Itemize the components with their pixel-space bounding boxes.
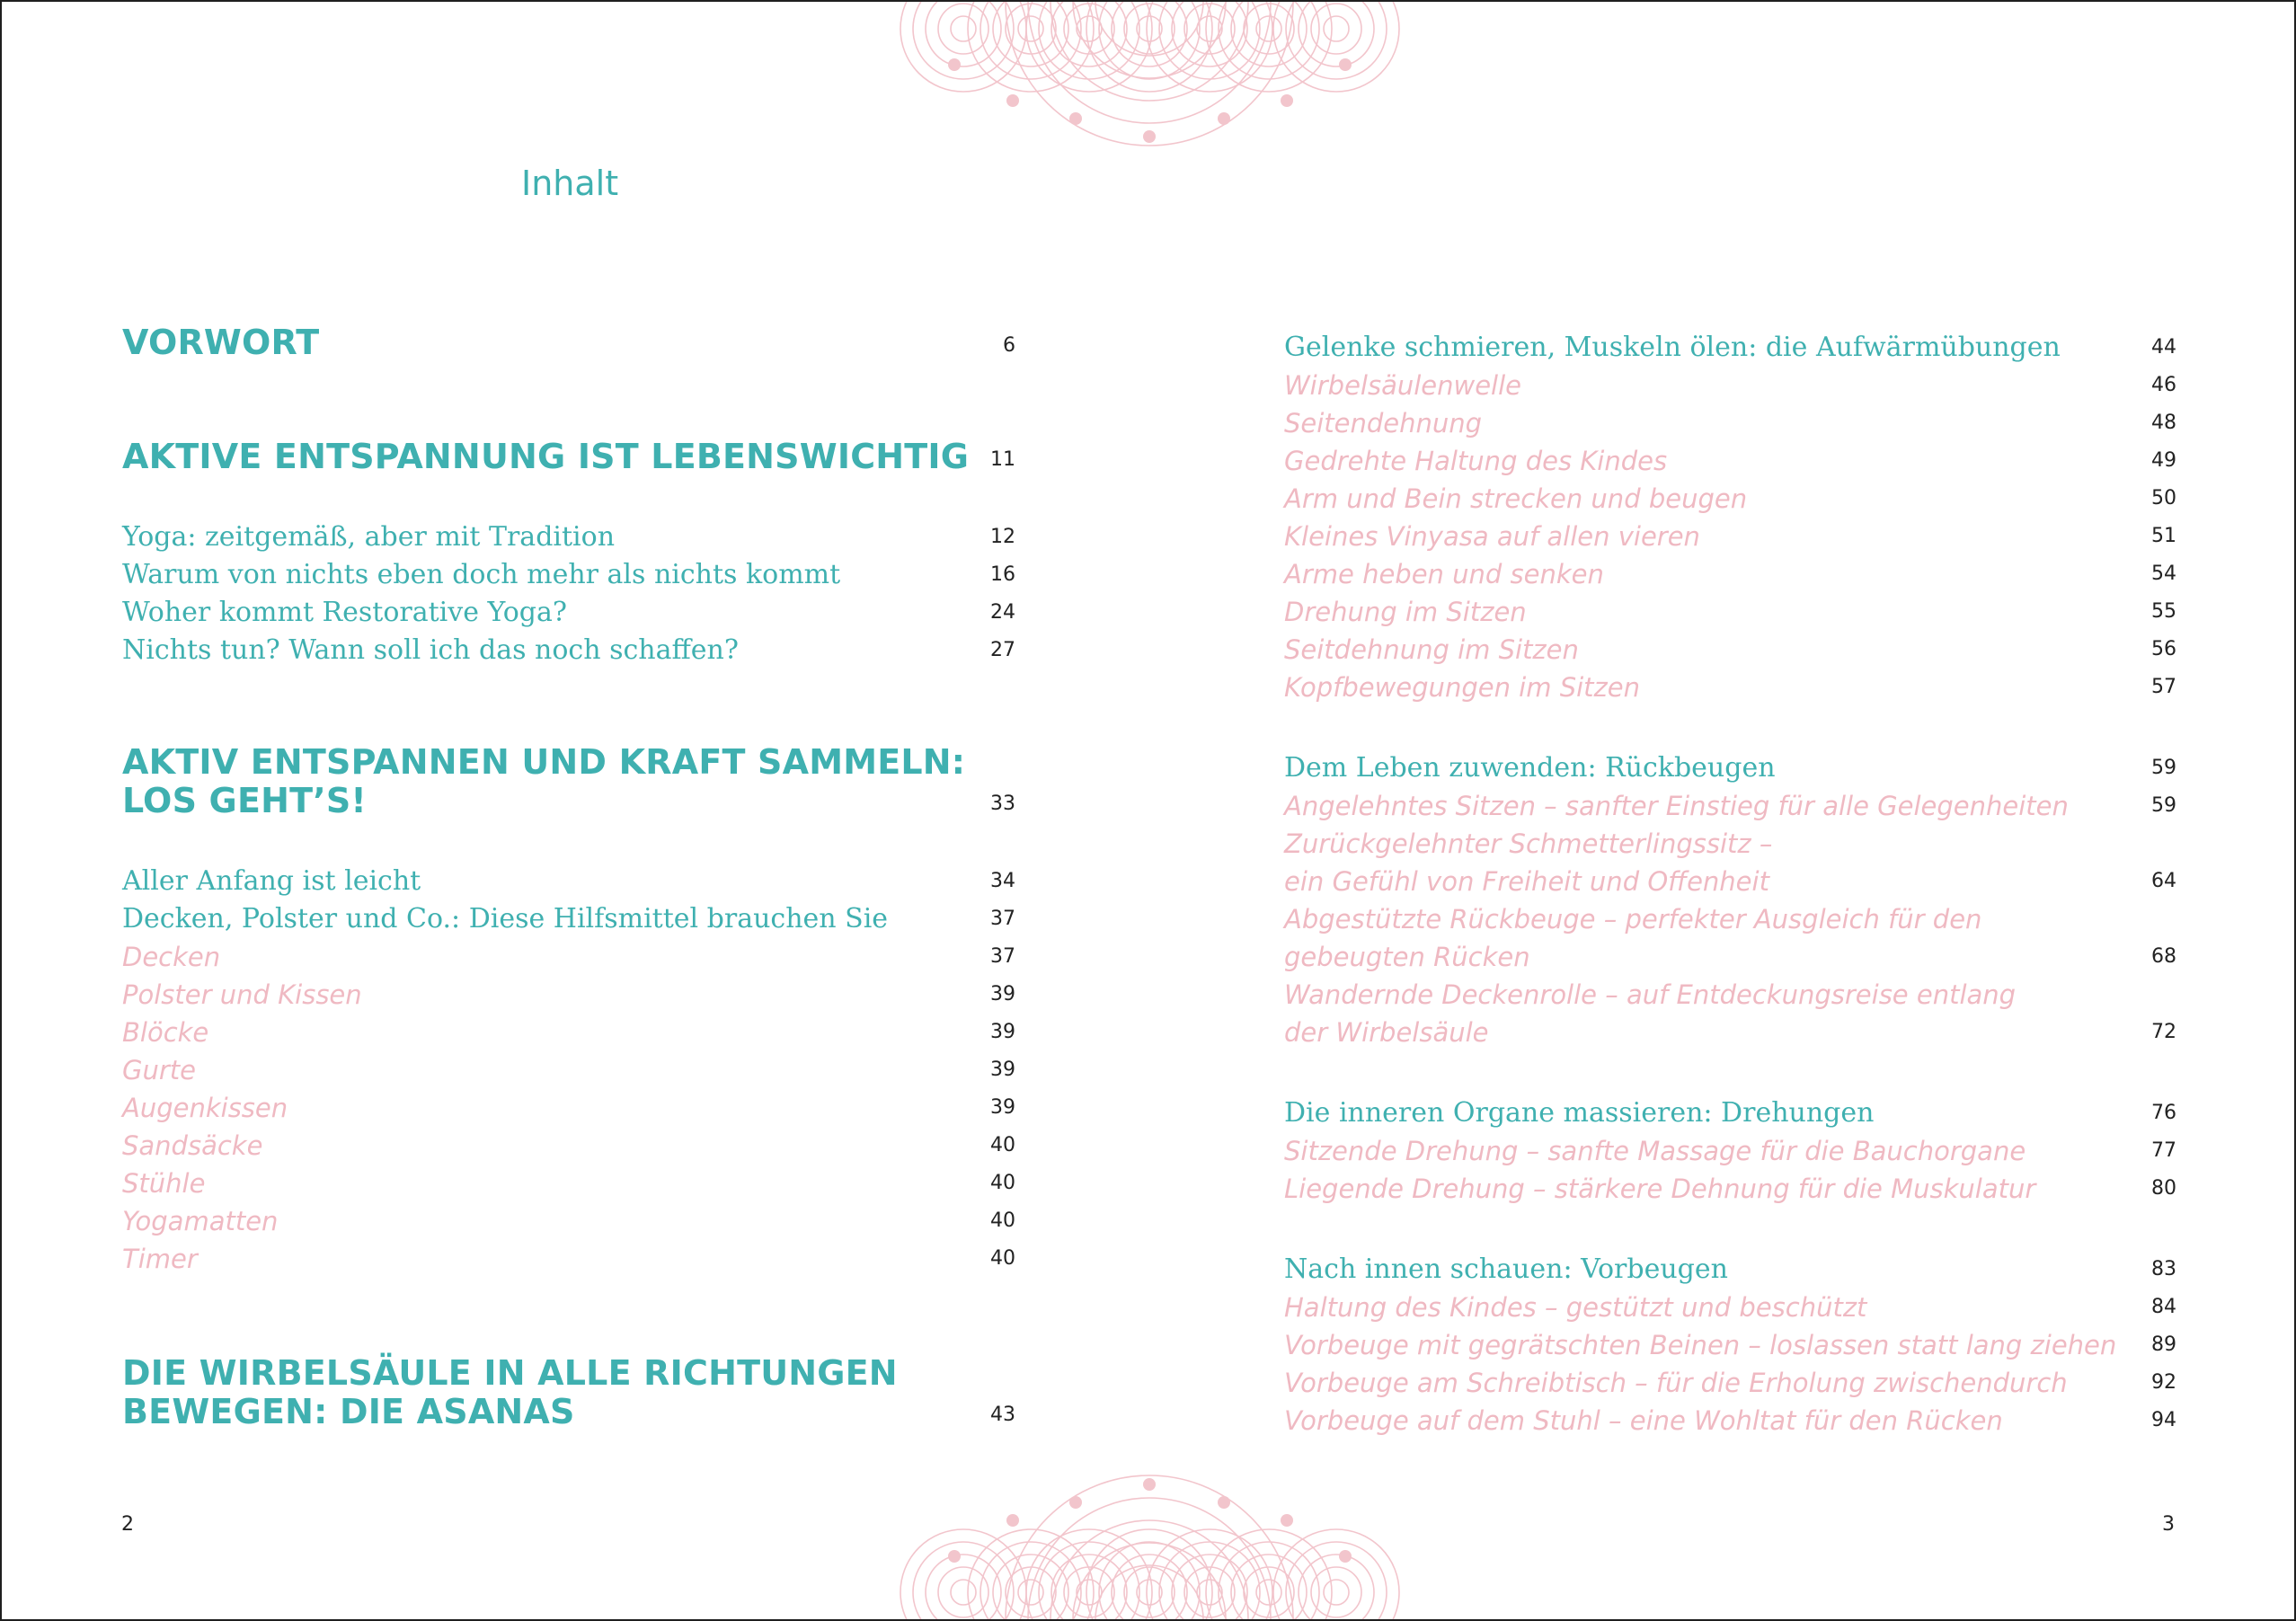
toc-entry-page: 59: [2151, 757, 2176, 779]
toc-entry-page: 39: [990, 983, 1015, 1005]
toc-entry-page: 46: [2151, 374, 2176, 396]
toc-entry-page: 83: [2151, 1258, 2176, 1280]
toc-entry-title: Augenkissen: [122, 1093, 288, 1123]
toc-entry-page: 48: [2151, 412, 2176, 434]
toc-entry-title: Zurückgelehnter Schmetterlingssitz – ein Gefühl von Freiheit und Offenheit: [1284, 828, 1773, 897]
toc-entry-page: 55: [2151, 600, 2176, 623]
toc-entry-page: 57: [2151, 676, 2176, 698]
toc-entry-title: Liegende Drehung – stärkere Dehnung für die Muskulatur: [1284, 1174, 2036, 1204]
toc-entry-title: Decken: [122, 942, 221, 972]
toc-entry-page: 16: [990, 563, 1015, 586]
toc-entry-title: Wirbelsäulenwelle: [1284, 370, 1522, 401]
toc-entry-page: 92: [2151, 1371, 2176, 1394]
toc-entry-title: Gurte: [122, 1055, 196, 1085]
page-title: Inhalt: [521, 164, 619, 203]
toc-entry-title: Sandsäcke: [122, 1130, 263, 1161]
toc-entry-page: 50: [2151, 487, 2176, 509]
toc-entry-page: 40: [990, 1134, 1015, 1156]
toc-entry-title: Warum von nichts eben doch mehr als nichts kommt: [122, 559, 841, 590]
toc-entry-title: Gedrehte Haltung des Kindes: [1284, 446, 1668, 476]
toc-entry-page: 37: [990, 908, 1015, 930]
toc-entry-title: Sitzende Drehung – sanfte Massage für die Bauchorgane: [1284, 1136, 2026, 1166]
page-number-left: 2: [121, 1513, 134, 1536]
toc-entry-page: 72: [2151, 1021, 2176, 1043]
toc-entry-page: 76: [2151, 1102, 2176, 1124]
toc-entry-page: 6: [1003, 334, 1015, 357]
toc-entry-title: Angelehntes Sitzen – sanfter Einstieg für alle Gelegenheiten: [1284, 791, 2069, 821]
toc-entry-title: Stühle: [122, 1168, 206, 1199]
toc-entry-page: 89: [2151, 1333, 2176, 1356]
toc-entry-title: Polster und Kissen: [122, 979, 362, 1010]
toc-entry-title: Drehung im Sitzen: [1284, 597, 1527, 627]
toc-entry-page: 39: [990, 1096, 1015, 1119]
toc-entry-title: AKTIVE ENTSPANNUNG IST LEBENSWICHTIG: [122, 437, 970, 476]
toc-entry-title: Vorbeuge mit gegrätschten Beinen – loslassen statt lang ziehen: [1284, 1330, 2117, 1360]
toc-entry-page: 54: [2151, 562, 2176, 585]
mandala-ornament-top-icon: [891, 2, 1408, 155]
toc-entry-page: 80: [2151, 1177, 2176, 1200]
toc-entry-page: 44: [2151, 336, 2176, 359]
toc-entry-title: Nach innen schauen: Vorbeugen: [1284, 1253, 1728, 1285]
toc-entry-page: 37: [990, 945, 1015, 968]
toc-entry-title: Yogamatten: [122, 1206, 279, 1236]
toc-entry-title: Timer: [122, 1244, 198, 1274]
toc-entry-page: 11: [990, 448, 1015, 471]
toc-entry-page: 43: [990, 1404, 1015, 1426]
toc-entry-title: Kopfbewegungen im Sitzen: [1284, 672, 1640, 703]
toc-entry-title: Haltung des Kindes – gestützt und beschützt: [1284, 1292, 1867, 1323]
toc-entry-title: Yoga: zeitgemäß, aber mit Tradition: [122, 521, 616, 553]
toc-entry-page: 12: [990, 526, 1015, 548]
toc-entry-title: Abgestützte Rückbeuge – perfekter Ausgleich für den gebeugten Rücken: [1284, 904, 1982, 972]
page-number-right: 3: [2162, 1513, 2175, 1536]
toc-entry-title: Arm und Bein strecken und beugen: [1284, 483, 1748, 514]
toc-entry-title: Vorbeuge auf dem Stuhl – eine Wohltat für den Rücken: [1284, 1405, 2003, 1436]
toc-entry-title: Vorbeuge am Schreibtisch – für die Erholung zwischendurch: [1284, 1368, 2068, 1398]
toc-entry-page: 24: [990, 601, 1015, 624]
toc-entry-page: 39: [990, 1059, 1015, 1081]
toc-entry-title: Blöcke: [122, 1017, 209, 1048]
toc-entry-title: Seitdehnung im Sitzen: [1284, 634, 1579, 665]
toc-entry-page: 27: [990, 639, 1015, 661]
toc-entry-page: 84: [2151, 1296, 2176, 1318]
toc-entry-page: 33: [990, 793, 1015, 815]
toc-entry-page: 94: [2151, 1409, 2176, 1431]
toc-entry-page: 40: [990, 1172, 1015, 1194]
toc-entry-title: AKTIV ENTSPANNEN UND KRAFT SAMMELN: LOS GEHT’S!: [122, 742, 966, 820]
toc-entry-title: Die inneren Organe massieren: Drehungen: [1284, 1097, 1875, 1129]
toc-entry-title: Arme heben und senken: [1284, 559, 1604, 589]
toc-entry-title: Dem Leben zuwenden: Rückbeugen: [1284, 752, 1776, 784]
toc-entry-page: 56: [2151, 638, 2176, 660]
toc-entry-page: 40: [990, 1209, 1015, 1232]
toc-entry-title: Aller Anfang ist leicht: [122, 865, 421, 897]
mandala-ornament-bottom-icon: [891, 1466, 1408, 1619]
toc-entry-title: Decken, Polster und Co.: Diese Hilfsmittel brauchen Sie: [122, 903, 889, 935]
toc-entry-title: Kleines Vinyasa auf allen vieren: [1284, 521, 1700, 552]
toc-entry-title: VORWORT: [122, 323, 320, 362]
toc-entry-page: 77: [2151, 1139, 2176, 1162]
toc-entry-page: 64: [2151, 870, 2176, 892]
toc-entry-page: 39: [990, 1021, 1015, 1043]
toc-entry-title: Nichts tun? Wann soll ich das noch schaffen?: [122, 634, 739, 666]
toc-entry-title: Woher kommt Restorative Yoga?: [122, 597, 567, 628]
toc-entry-page: 68: [2151, 945, 2176, 968]
toc-entry-page: 51: [2151, 525, 2176, 547]
toc-entry-page: 40: [990, 1247, 1015, 1270]
toc-entry-page: 49: [2151, 449, 2176, 472]
toc-entry-title: Seitendehnung: [1284, 408, 1483, 438]
toc-entry-title: DIE WIRBELSÄULE IN ALLE RICHTUNGEN BEWEGEN: DIE ASANAS: [122, 1353, 898, 1431]
toc-entry-title: Wandernde Deckenrolle – auf Entdeckungsreise entlang der Wirbelsäule: [1284, 979, 2017, 1048]
toc-entry-page: 34: [990, 870, 1015, 892]
toc-entry-page: 59: [2151, 794, 2176, 817]
toc-entry-title: Gelenke schmieren, Muskeln ölen: die Aufwärmübungen: [1284, 332, 2061, 363]
